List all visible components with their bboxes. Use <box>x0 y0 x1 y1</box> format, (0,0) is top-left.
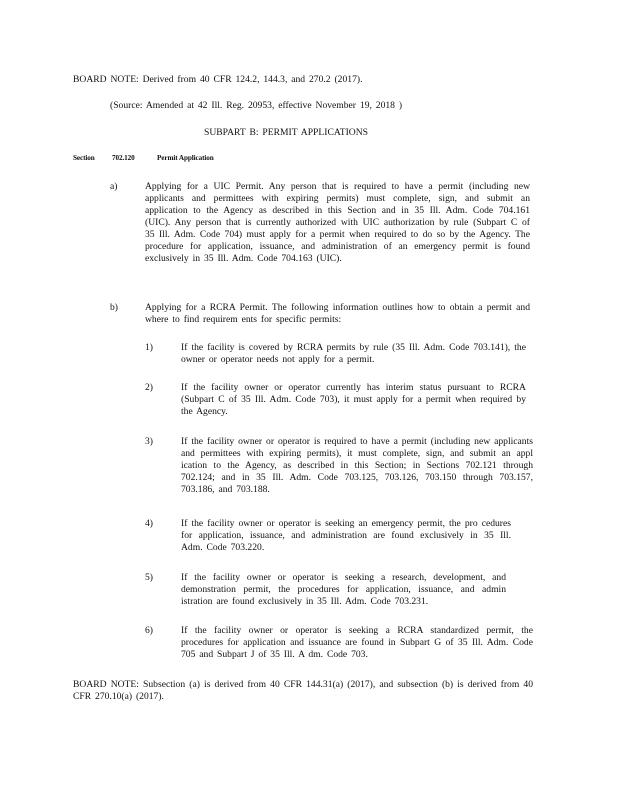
subsection-a-marker: a) <box>110 181 118 192</box>
item-4-text: If the facility owner or operator is seeking an emergency permit, the pro cedures for application, issuance, and administration are found exclusively in 35 Ill. Adm. Code 703.220. <box>181 518 511 553</box>
board-note-bottom: BOARD NOTE: Subsection (a) is derived from 40 CFR 144.31(a) (2017), and subsection (b) is derived from 40 CFR 270.10(a) (2017). <box>73 679 533 702</box>
board-note-top: BOARD NOTE: Derived from 40 CFR 124.2, 144.3, and 270.2 (2017). <box>73 74 363 85</box>
item-3-marker: 3) <box>145 436 153 447</box>
item-1-marker: 1) <box>145 342 153 353</box>
item-6-text: If the facility owner or operator is seeking a RCRA standardized permit, the procedures for application and issuance are found in Subpart G of 35 Ill. Adm. Code 705 and Subpart J of 35 Ill. A dm. Code 703. <box>181 625 533 660</box>
subsection-a-text: Applying for a UIC Permit. Any person that is required to have a permit (including new applicants and permittees with expiring permits) must complete, sign, and submit an application to the Agency as described in this Section and in 35 Ill. Adm. Code 704.161 (UIC). Any person that is currently authorized with UIC authorization by rule (Subpart C of 35 Ill. Adm. Code 704) must apply for a permit when required to do so by the Agency. The procedure for application, issuance, and administration of an emergency permit is found exclusively in 35 Ill. Adm. Code 704.163 (UIC). <box>145 181 530 264</box>
source-note: (Source: Amended at 42 Ill. Reg. 20953, effective November 19, 2018 ) <box>110 100 403 111</box>
section-label: Section <box>73 154 95 162</box>
item-6-marker: 6) <box>145 625 153 636</box>
item-2-marker: 2) <box>145 382 153 393</box>
section-title: Permit Application <box>157 154 214 162</box>
item-3-text: If the facility owner or operator is required to have a permit (including new applicants and permittees with expiring permits), it must complete, sign, and submit an appl ication to the Agency, as described in this Section; in Sections 702.121 through 702.124; and in 35 Ill. Adm. Code 703.125, 703.126, 703.150 through 703.157, 703.186, and 703.188. <box>181 436 533 495</box>
subsection-b-text: Applying for a RCRA Permit. The following information outlines how to obtain a permit and where to find requirem ents for specific permits: <box>145 302 530 325</box>
item-5-text: If the facility owner or operator is seeking a research, development, and demonstration permit, the procedures for application, issuance, and admin istration are found exclusively in 35 Ill. Adm. Code 703.231. <box>181 572 506 607</box>
subsection-b-marker: b) <box>110 302 118 313</box>
item-1-text: If the facility is covered by RCRA permits by rule (35 Ill. Adm. Code 703.141), the owner or operator needs not apply for a permit. <box>181 342 526 365</box>
item-4-marker: 4) <box>145 518 153 529</box>
item-2-text: If the facility owner or operator currently has interim status pursuant to RCRA (Subpart C of 35 Ill. Adm. Code 703), it must apply for a permit when required by the Agency. <box>181 382 526 417</box>
section-number: 702.120 <box>112 154 135 162</box>
item-5-marker: 5) <box>145 572 153 583</box>
subpart-heading: SUBPART B: PERMIT APPLICATIONS <box>204 127 368 138</box>
